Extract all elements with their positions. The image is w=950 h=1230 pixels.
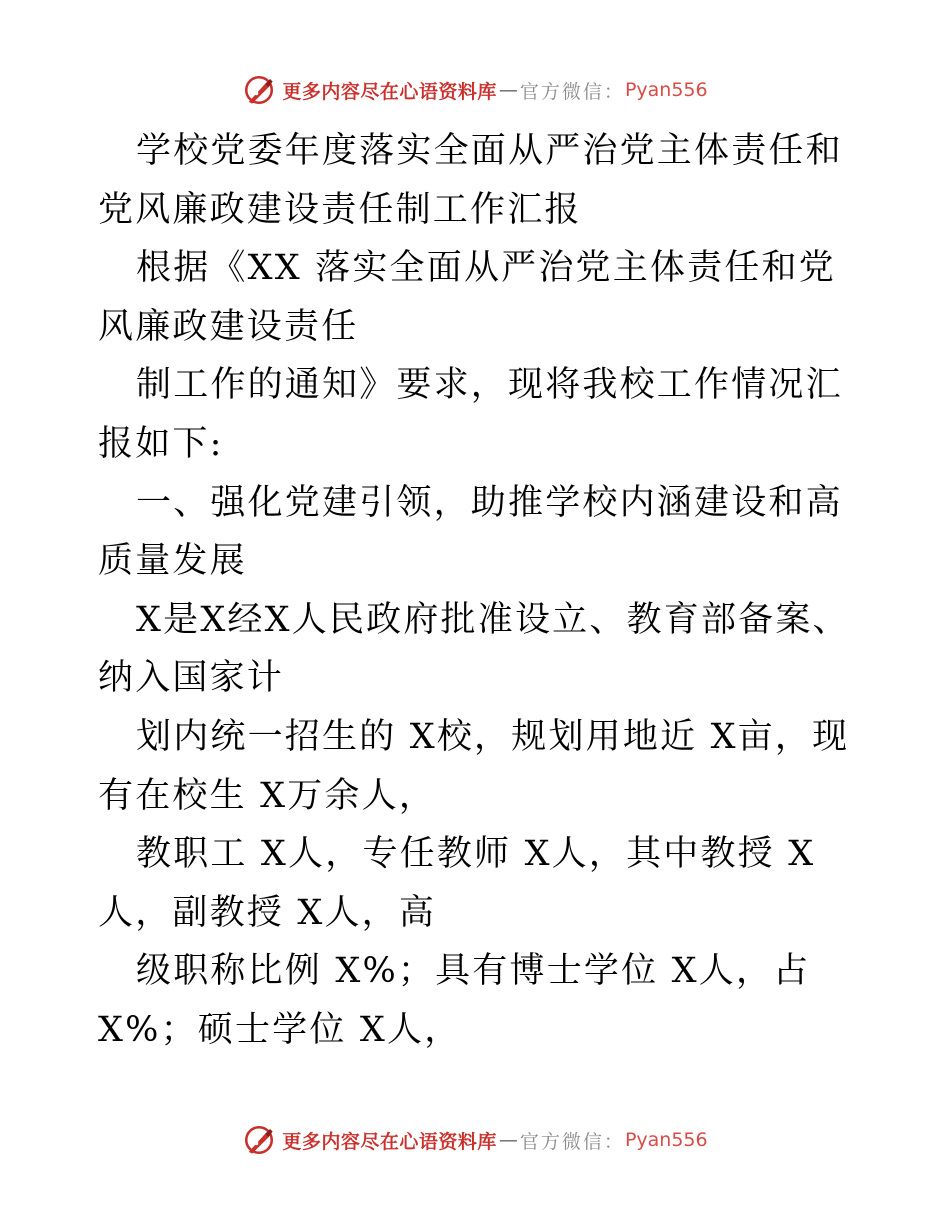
- watermark-brand: 更多内容尽在心语资料库: [282, 1130, 497, 1153]
- paragraph-1: 根据《XX 落实全面从严治党主体责任和党风廉政建设责任: [98, 248, 836, 347]
- watermark-wechat-id: Pyan556: [624, 1129, 708, 1151]
- paragraph-6: 教职工 X人，专任教师 X人，其中教授 X人，副教授 X人，高: [98, 834, 816, 933]
- paragraph-2: 制工作的通知》要求，现将我校工作情况汇报如下:: [98, 365, 843, 464]
- watermark-brand: 更多内容尽在心语资料库: [282, 80, 497, 103]
- footer-watermark: [0, 1120, 950, 1160]
- document-title: 学校党委年度落实全面从严治党主体责任和党风廉政建设责任制工作汇报: [98, 131, 843, 230]
- document-body: [98, 122, 858, 1060]
- watermark-dash: —: [498, 1129, 518, 1151]
- pen-logo-icon: [242, 73, 276, 107]
- watermark-contact-label: 官方微信：: [519, 1130, 625, 1153]
- paragraph-4: X是X经X人民政府批准设立、教育部备案、纳入国家计: [98, 599, 850, 699]
- watermark-contact-label: 官方微信：: [519, 80, 625, 103]
- paragraph-5: 划内统一招生的 X校，规划用地近 X亩，现有在校生 X万余人，: [98, 716, 850, 816]
- paragraph-7: 级职称比例 X%；具有博士学位 X人，占X%；硕士学位 X人，: [98, 951, 811, 1050]
- pen-logo-icon: [242, 1123, 276, 1157]
- header-watermark: [0, 70, 950, 110]
- watermark-content: [242, 1123, 707, 1157]
- section-heading-1: 一、强化党建引领，助推学校内涵建设和高质量发展: [98, 482, 843, 582]
- watermark-content: [242, 73, 707, 107]
- watermark-dash: —: [498, 79, 518, 101]
- watermark-wechat-id: Pyan556: [624, 79, 708, 101]
